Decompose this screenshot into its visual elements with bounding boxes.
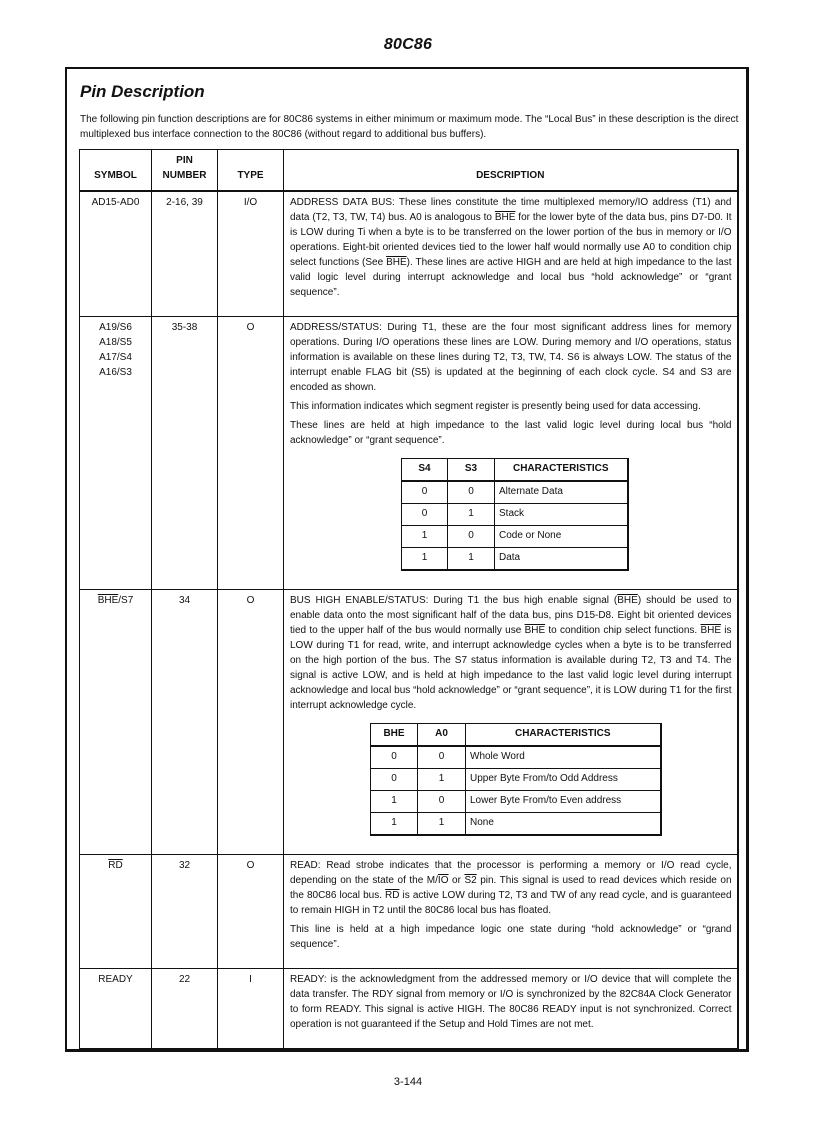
description-cell [284, 590, 738, 855]
table-row [80, 590, 738, 855]
symbol-cell: AD15-AD0 [80, 191, 152, 317]
encoding-row: 1 0 Lower Byte From/to Even address [371, 791, 661, 813]
pin-cell: 35-38 [152, 317, 218, 590]
encoding-row: 1 0 Code or None [402, 526, 628, 548]
description-cell [284, 317, 738, 590]
page-title: 80C86 [383, 36, 433, 53]
description-cell [284, 191, 738, 317]
type-cell: I/O [218, 191, 284, 317]
pin-header-bottom: NUMBER [162, 170, 207, 181]
type-cell: O [218, 590, 284, 855]
encoding-row: 0 1 Upper Byte From/to Odd Address [371, 769, 661, 791]
table-row [80, 317, 738, 590]
description-paragraph: ADDRESS DATA BUS: These lines constitute the time multiplexed memory/IO address (T1) and data (T2, T3, TW, T4) bus. A0 is analogous to $\overline{BHE}$ for the lower byte of the data bus, pins D7-D0. It is LOW during Ti when a byte is to be transferred on the lower portion of the bus in memory or I/O operations. Eight-bit oriented devices tied to the lower half would normally use A0 to condition chip select functions (See $\overline{BHE}$). These lines are active HIGH and are held at high impedance to the last valid logic level during interrupt acknowledge and local bus “hold acknowledge” or “grant sequence”. [290, 197, 732, 298]
encoding-row: 1 1 None [371, 813, 661, 836]
encoding-row: 0 0 Whole Word [371, 746, 661, 769]
type-cell: I [218, 969, 284, 1050]
pin-header-top: PIN [176, 155, 193, 166]
description-cell [284, 855, 738, 969]
page-number: 3-144 [393, 1076, 423, 1088]
description-paragraph: These lines are held at high impedance to the last valid logic level during local bus “hold acknowledge” or “grant sequence”. [290, 420, 732, 446]
symbol-cell: $\overline{BHE}/S7$ [80, 590, 152, 855]
description-paragraph: This line is held at a high impedance logic one state during “hold acknowledge” or “grand sequence”. [290, 924, 732, 950]
symbol-cell: $\overline{RD}$ [80, 855, 152, 969]
pin-number-header [152, 150, 218, 192]
section-heading: Pin Description [80, 82, 205, 101]
pin-cell: 32 [152, 855, 218, 969]
table-header-row [80, 150, 738, 192]
table-row [80, 855, 738, 969]
description-paragraph: This information indicates which segment register is presently being used for data accessing. [290, 401, 701, 412]
type-cell: O [218, 317, 284, 590]
symbol-cell: A19/S6 A18/S5 A17/S4 A16/S3 [80, 317, 152, 590]
intro-paragraph: The following pin function descriptions are for 80C86 systems in either minimum or maximum mode. The “Local Bus” in these description is the direct multiplexed bus interface connection to the 80C86 (without regard to additional bus buffers). [80, 114, 739, 140]
pin-cell: 2-16, 39 [152, 191, 218, 317]
description-paragraph: READY: is the acknowledgment from the addressed memory or I/O device that will complete the data transfer. The RDY signal from memory or I/O is synchronized by the 82C84A Clock Generator to form READY. This signal is active HIGH. The 80C86 READY input is not synchronized. Correct operation is not guaranteed if the Setup and Hold Times are not met. [290, 974, 732, 1030]
table-row [80, 969, 738, 1050]
bhe-a0-encoding-table [370, 723, 662, 836]
encoding-row: 0 0 Alternate Data [402, 481, 628, 504]
type-cell: O [218, 855, 284, 969]
description-paragraph: ADDRESS/STATUS: During T1, these are the four most significant address lines for memory operations. During I/O operations these lines are LOW. During memory and I/O operations, status information is available on these lines during T2, T3, TW, T4. S6 is always LOW. The status of the interrupt enable FLAG bit (S5) is updated at the beginning of each clock cycle. S4 and S3 are encoded as shown. [290, 322, 732, 393]
description-paragraph: BUS HIGH ENABLE/STATUS: During T1 the bus high enable signal $(\overline{BHE})$ should be used to enable data onto the most significant half of the data bus, pins D15-D8. Eight bit oriented devices tied to the upper half of the bus would normally use $\overline{BHE}$ to condition chip select functions. $\overline{BHE}$ is LOW during T1 for read, write, and interrupt acknowledge cycles when a byte is to be transferred on the high portion of the bus. The S7 status information is available during T2, T3 and T4. The signal is active LOW, and is held at high impedance to the last valid logic level during interrupt acknowledge and local bus “hold acknowledge” or “grant sequence”, it is LOW during T1 for the first interrupt acknowledge cycle. [290, 595, 732, 711]
encoding-header-row: S4 S3 CHARACTERISTICS [402, 459, 628, 482]
pin-cell: 22 [152, 969, 218, 1050]
description-paragraph: READ: Read strobe indicates that the processor is performing a memory or I/O read cycle, depending on the state of the $M/\overline{IO}$ or S2 pin. This signal is used to read devices which reside on the 80C86 local bus. $\overline{RD}$ is active LOW during T2, T3 and TW of any read cycle, and is guaranteed to remain HIGH in T2 until the 80C86 local bus has floated. [290, 860, 732, 916]
description-cell [284, 969, 738, 1050]
s4-s3-encoding-table [401, 458, 629, 571]
pin-description-table [79, 149, 739, 1050]
description-header: DESCRIPTION [284, 150, 738, 192]
symbol-header: SYMBOL [80, 150, 152, 192]
encoding-row: 0 1 Stack [402, 504, 628, 526]
encoding-header-row: BHE A0 CHARACTERISTICS [371, 724, 661, 747]
encoding-row: 1 1 Data [402, 548, 628, 571]
symbol-cell: READY [80, 969, 152, 1050]
pin-cell: 34 [152, 590, 218, 855]
type-header: TYPE [218, 150, 284, 192]
table-row [80, 191, 738, 317]
